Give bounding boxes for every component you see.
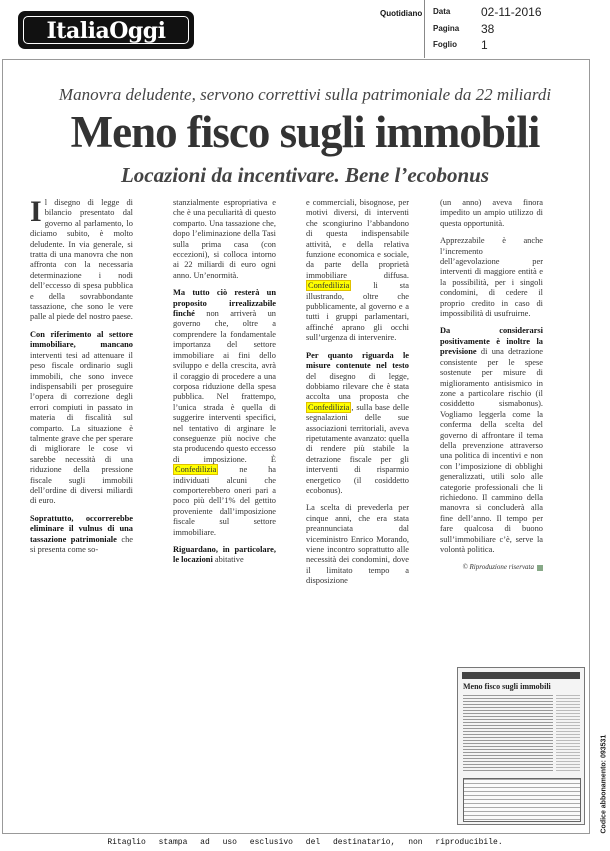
paragraph-text: di una detrazione consistente per le spese sostenute per misure di miglioramento antisismico in zone a particolare rischio (il cosiddetto sismabonus). Vogliamo leggerla come la conferma della scelta del governo di affrontare il tema della prevenzione attraverso una politica di incentivi e non con l’imposizione di obblighi generalizzati, utili solo alle categorie professionali che li richiedono. Il cammino della manovra si concluderà alla fine dell’anno. Il tempo per fare qualcosa di buono sull’immobiliare c’è, serve la volontà politica.	[440, 347, 543, 554]
meta-foglio-row	[433, 36, 488, 54]
paragraph	[440, 326, 543, 555]
thumbnail-side-column	[556, 695, 580, 773]
thumbnail-advert-block	[463, 778, 581, 822]
lead-in: Da considerarsi positivamente è inoltre la previsione	[440, 326, 543, 357]
logo-text: ItaliaOggi	[46, 18, 166, 44]
lead-in: Riguardano, in particolare, le locazioni	[173, 545, 276, 565]
column-2	[173, 198, 276, 573]
paragraph-text: che si presenta come so-	[30, 534, 133, 554]
copyright-note	[440, 562, 543, 572]
meta-pagina-value: 38	[481, 21, 495, 36]
paragraph	[440, 236, 543, 319]
thumbnail-title: Meno fisco sugli immobili	[463, 682, 551, 691]
article-headline: Meno fisco sugli immobili	[70, 107, 540, 157]
highlight-confedilizia: Confedilizia	[308, 281, 350, 291]
paragraph	[30, 330, 133, 507]
paragraph-text: li sta illustrando, oltre che pubblicamente, al governo e a tutti i gruppi parlamentari, affinché aprano gli occhi sull’urgenza di intervenire.	[306, 281, 409, 343]
paragraph-text: e commerciali, bisognose, per motivi diversi, di interventi che scongiurino l’abbandono di questa indispensabile attività, e della relativa funzione economica e sociale, da parte della proprietà immobiliare diffusa.	[306, 198, 409, 280]
paragraph	[173, 198, 276, 281]
copyright-mark-icon	[537, 565, 543, 571]
meta-pagina-label: Pagina	[433, 24, 460, 34]
paragraph	[306, 503, 409, 586]
copyright-text: © Riproduzione riservata	[462, 563, 534, 572]
paragraph-text: non arriverà un governo che, oltre a comprendere la fondamentale importanza del settore immobiliare ai fini dello sviluppo e della crescita, avrà il coraggio di procedere a una corposa riduzione della spesa pubblica. Nel frattempo, l’unica strada è quella di suggerire interventi specifici, nel tentativo di arginare le conseguenze più nocive che sta producendo questo eccesso di imposizione. È	[173, 309, 276, 464]
lead-in: Soprattutto, occorrerebbe eliminare il vulnus di una tassazione patrimoniale	[30, 513, 133, 544]
meta-data-row	[433, 3, 542, 21]
paragraph-text: stanzialmente espropriativa e che è una peculiarità di questo comparto. Una tassazione che, dopo l’eliminazione della Tasi sulla prima casa (con eccezioni), si colloca intorno ai 22 miliardi di euro ogni anno. Un’enormità.	[173, 198, 276, 280]
paragraph-text: , sulla base delle segnalazioni delle sue associazioni territoriali, aveva ripetutamente avanzato: quella di rendere più stabile la detrazione fiscale per gli interventi di risparmio energetico (il cosiddetto ecobonus).	[306, 402, 409, 495]
lead-in: Per quanto riguarda le misure contenute nel testo	[306, 350, 409, 371]
paragraph	[30, 195, 133, 323]
paragraph-text: l disegno di legge di bilancio presentato dal governo al parlamento, lo diciamo subito, è molto deludente. In via generale, si tratta di una manovra che non affronta con la necessaria determinazione i nodi dell’eccesso di spesa pubblica e della sovrabbondante tassazione, che sono le vere palle al piede del nostro paese.	[30, 198, 133, 322]
meta-foglio-value: 1	[481, 37, 488, 52]
paragraph	[306, 351, 409, 497]
highlight-confedilizia: Confedilizia	[175, 465, 217, 475]
paragraph	[440, 198, 543, 229]
newspaper-logo	[18, 11, 194, 49]
paragraph-text: La scelta di prevederla per cinque anni, che era stata preannunciata dal viceministro Enrico Morando, viene incontro soprattutto alle necessità dei condomini, dove il limitato tempo a disposizione	[306, 503, 409, 586]
footer-disclaimer: Ritaglio stampa ad uso esclusivo del destinatario, non riproducibile.	[107, 838, 503, 847]
thumbnail-masthead	[462, 672, 580, 679]
lead-in: Con riferimento al settore immobiliare, mancano	[30, 329, 133, 350]
meta-box	[424, 0, 610, 58]
lead-in: Ma tutto ciò resterà un proposito irrealizzabile finché	[173, 288, 276, 319]
paragraph-text: (un anno) aveva finora impedito un ampio utilizzo di questa opportunità.	[440, 198, 543, 228]
article-body	[30, 195, 563, 586]
column-3	[306, 198, 409, 594]
meta-data-value: 02-11-2016	[481, 4, 542, 19]
paragraph-text: abitative	[212, 555, 244, 565]
meta-data-label: Data	[433, 7, 451, 17]
quotidiano-label: Quotidiano	[380, 9, 423, 18]
paragraph-text: del disegno di legge, dobbiamo rilevare che è stata accolta una proposta che	[306, 371, 409, 402]
subscription-code	[594, 700, 608, 840]
subscription-code-text: Codice abbonamento: 093531	[600, 734, 608, 834]
column-4	[440, 198, 543, 573]
paragraph	[173, 288, 276, 538]
article-subtitle: Locazioni da incentivare. Bene l’ecobonus	[120, 163, 490, 187]
paragraph-text: interventi tesi ad attenuare il peso fiscale ordinario sugli immobili, che sono invece indispensabili per proseguire l’opera di correzione degli errori compiuti in passato in materia di fiscalità sul comparto. La situazione è talmente grave che per sperare di migliorare le cose vi sarebbe necessità di una riduzione della pressione fiscale sugli immobili dell’ordine di diversi miliardi di euro.	[30, 350, 133, 506]
paragraph	[30, 514, 133, 556]
highlight-confedilizia: Confedilizia	[308, 402, 350, 412]
paragraph-text: ne ha individuati alcuni che comporterebbero oneri pari a poco più dell’1% del gettito proveniente dall’imposizione fiscale sul settore immobiliare.	[173, 465, 276, 537]
meta-foglio-label: Foglio	[433, 40, 457, 50]
paragraph-text: Apprezzabile è anche l’incremento dell’agevolazione per interventi di maggiore entità e la possibilità, per i singoli condomini, di cedere il proprio credito in caso di impossibilità di usufruirne.	[440, 236, 543, 319]
dropcap: I	[30, 195, 42, 228]
paragraph	[173, 545, 276, 566]
page-thumbnail	[457, 667, 585, 825]
column-1	[30, 195, 133, 562]
article-kicker: Manovra deludente, servono correttivi sulla patrimoniale da 22 miliardi	[58, 85, 552, 104]
thumbnail-text-block	[463, 695, 553, 773]
paragraph	[306, 198, 409, 344]
